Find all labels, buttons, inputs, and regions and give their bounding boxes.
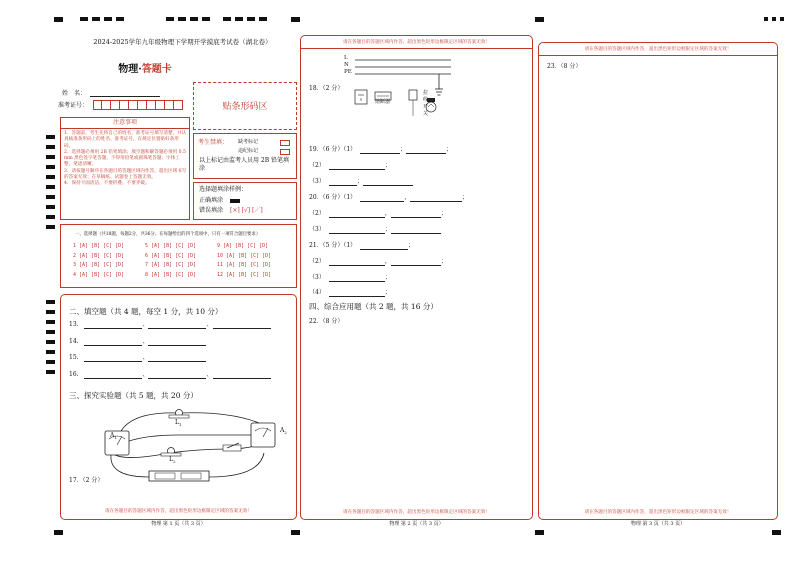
- q21-row-4: （4） ；: [309, 289, 391, 296]
- fill-section-title: 二、填空题（共 4 题，每空 1 分，共 10 分）: [69, 307, 223, 316]
- q13-blank-1[interactable]: [84, 321, 142, 329]
- ammeter-a1-label: $A_1$: [110, 432, 117, 441]
- notice-item: 1．答题前，考生先将自己的姓名，准考证号填写清楚，并认真核准条形码上的姓名、准考证号，在规定位置贴好条形码。: [64, 131, 187, 149]
- barcode-area: [193, 82, 297, 130]
- q20-2-blank-2[interactable]: [391, 210, 441, 218]
- circuit-diagram: [99, 405, 279, 487]
- notice-item: 4．保持卡面清洁，不要折叠、不要弄破。: [64, 181, 150, 187]
- footer-page1: 物理 第 1 页（共 3 页）: [151, 521, 206, 527]
- subject-title: 物理·答题卡: [118, 64, 172, 75]
- q20-3-blank-2[interactable]: [391, 226, 441, 234]
- q21-row-3: （3） ；: [309, 274, 391, 281]
- alignment-mark: [291, 17, 300, 22]
- q21-row-2: （2） ， ；: [309, 258, 447, 265]
- footer-page3: 物理 第 3 页（共 3 页）: [630, 521, 686, 527]
- wiring-diagram: [351, 54, 511, 136]
- q14-row: 14. 、: [69, 338, 206, 346]
- ammeter-a1: [105, 431, 129, 455]
- choice-col-1[interactable]: 1 [A] [B] [C] [D] 2 [A] [B] [C] [D] 3 [A] [B] [C] [D] 4 [A] [B] [C] [D]: [73, 243, 125, 278]
- choice-col-2[interactable]: 5 [A] [B] [C] [D] 6 [A] [B] [C] [D] 7 [A] [B] [C] [D] 8 [A] [B] [C] [D]: [145, 243, 197, 278]
- alignment-mark: [772, 530, 781, 535]
- q16-blank-1[interactable]: [84, 371, 142, 379]
- q16-blank-3[interactable]: [213, 371, 271, 379]
- absent-label: 缺考标记: [238, 139, 259, 145]
- q13-row: 13. 、 、: [69, 321, 289, 329]
- notice-box: [60, 117, 190, 220]
- name-label: 姓 名：: [62, 90, 87, 97]
- id-boxes[interactable]: [93, 100, 183, 110]
- q22-label: 22．（8 分）: [309, 318, 344, 325]
- q19-row-1: 19．（6 分）（1） ； ；: [309, 146, 453, 153]
- section4-title: 四、综合应用题（共 2 题，共 16 分）: [309, 302, 438, 311]
- q20-row-1: 20．（6 分）（1） ， ；: [309, 194, 469, 201]
- alignment-mark: [54, 17, 63, 22]
- q17-label: 17．（2 分）: [69, 477, 104, 484]
- q19-row-2: （2） ；: [309, 162, 391, 169]
- choice-section: [60, 224, 297, 288]
- q19-2-blank-1[interactable]: [329, 162, 385, 170]
- answer-area-page2: [300, 35, 533, 520]
- q13-blank-2[interactable]: [148, 321, 206, 329]
- alignment-mark: [535, 530, 544, 535]
- q21-3-blank-1[interactable]: [329, 274, 385, 282]
- answer-area-page1: [60, 294, 297, 520]
- violation-checkbox[interactable]: [280, 149, 290, 155]
- correct-fill-mark: [230, 199, 240, 203]
- correct-fill-label: 正确填涂: [199, 197, 224, 204]
- warning-page2-bottom: 请在各题目的答题区域内作答，超出黑色矩形边框限定区域的答案无效！: [342, 510, 490, 515]
- q14-blank-1[interactable]: [84, 338, 142, 346]
- ammeter-a2: [251, 423, 275, 447]
- ammeter-a2-label: $A_2$: [280, 427, 287, 436]
- warning-page3-top: 请在各题目的答题区域内作答，超出黑色矩形边框限定区域的答案无效！: [584, 47, 732, 52]
- choice-title: 一、选择题（共18题，每题2分，共36分。在每题给出的四个选项中，只有一项符合题目要求）: [75, 232, 261, 237]
- wrong-fill-label: 错误填涂: [199, 207, 224, 214]
- q21-2-blank-2[interactable]: [391, 258, 441, 266]
- notice-item: 3．请按题号顺序在各题目的答题区域内作答，超出区域书写的答案无效；在草稿纸、试题卷上答题无效。: [64, 168, 187, 181]
- wrong-fill-marks: [×] [√] [／]: [230, 207, 263, 214]
- wire-labels: L N PE: [344, 55, 352, 75]
- socket-icon: [355, 90, 367, 104]
- footer-page2: 物理 第 2 页（共 3 页）: [389, 521, 444, 527]
- q20-3-blank-1[interactable]: [329, 226, 385, 234]
- fuse-label: 熔断器: [375, 99, 391, 105]
- q16-blank-2[interactable]: [148, 371, 206, 379]
- q13-blank-3[interactable]: [213, 321, 271, 329]
- battery-box: [149, 471, 209, 481]
- lamp-l1: [169, 410, 189, 419]
- status-box: [193, 133, 297, 179]
- notice-title: 注意事项: [61, 119, 189, 129]
- q19-3-blank-1[interactable]: [329, 178, 357, 186]
- warning-page2-top: 请在各题目的答题区域内作答，超出黑色矩形边框限定区域的答案无效！: [342, 40, 490, 45]
- q19-3-blank-2[interactable]: [363, 178, 413, 186]
- choice-col-3[interactable]: 9 [A] [B] [C] [D] 10 [A] [B] [C] [D] 11 [A] [B] [C] [D] 12 [A] [B] [C] [D]: [217, 243, 272, 278]
- barcode-label: 贴条形码区: [222, 102, 268, 112]
- lamp-l1-label: $L_1$: [175, 419, 182, 428]
- q18-label: 18．（2 分）: [309, 85, 344, 92]
- q20-1-blank-1[interactable]: [360, 194, 404, 202]
- status-note: 以上标记由监考人员用 2B 铅笔填涂: [199, 157, 290, 172]
- q21-4-blank-1[interactable]: [329, 289, 385, 297]
- lamp-l2-label: $L_2$: [169, 456, 176, 465]
- notice-item: 2．选择题必须用 2B 铅笔填涂；填空题和解答题必须用 0.5 mm 黑色签字笔答题，不得用铅笔或圆珠笔答题；字体工整、笔迹清晰。: [64, 149, 186, 168]
- divider: [539, 55, 777, 56]
- q20-row-2: （2） ， ；: [309, 210, 447, 217]
- q19-1-blank-1[interactable]: [360, 146, 400, 154]
- q23-label: 23．（8 分）: [547, 63, 582, 70]
- switch: [223, 443, 241, 451]
- q20-1-blank-2[interactable]: [410, 194, 462, 202]
- absent-checkbox[interactable]: [280, 140, 290, 146]
- q16-row: 16. 、 、: [69, 371, 271, 379]
- warning-page3-bottom: 请在各题目的答题区域内作答，超出黑色矩形边框限定区域的答案无效！: [584, 510, 732, 515]
- warning-page1: 请在各题目的答题区域内作答，超出黑色矩形边框限定区域的答案无效！: [104, 509, 252, 514]
- alignment-mark: [291, 530, 300, 535]
- fill-example-box: [193, 182, 297, 220]
- q14-blank-2[interactable]: [148, 338, 206, 346]
- status-label: 考生禁填：: [198, 139, 229, 146]
- q15-blank-2[interactable]: [148, 354, 206, 362]
- divider: [301, 48, 532, 49]
- alignment-mark: [54, 530, 63, 535]
- exam-title: 2024-2025学年九年级物理下学期开学摸底考试卷（湖北卷）: [93, 38, 272, 46]
- q19-row-3: （3） ；: [309, 178, 413, 186]
- id-label: 准考证号：: [58, 102, 89, 109]
- q15-row: 15. 、: [69, 354, 206, 362]
- notice-list: [64, 131, 188, 188]
- name-field[interactable]: [90, 96, 160, 97]
- fill-example-title: 选择题填涂样例：: [199, 186, 248, 193]
- q21-1-blank-1[interactable]: [360, 242, 408, 250]
- q20-row-3: （3） ；: [309, 226, 441, 234]
- q21-2-blank-1[interactable]: [329, 258, 385, 266]
- inquiry-section-title: 三、探究实验题（共 5 题，共 20 分）: [69, 391, 198, 400]
- alignment-mark: [535, 17, 544, 22]
- q21-row-1: 21．（5 分）（1） ；: [309, 242, 415, 249]
- q19-1-blank-2[interactable]: [406, 146, 446, 154]
- violation-label: 违纪标记: [238, 148, 259, 154]
- switch-label: 拉线开关: [423, 90, 429, 117]
- q20-2-blank-1[interactable]: [329, 210, 385, 218]
- pull-switch-icon: [409, 90, 417, 116]
- q15-blank-1[interactable]: [84, 354, 142, 362]
- answer-area-page3: [538, 42, 778, 520]
